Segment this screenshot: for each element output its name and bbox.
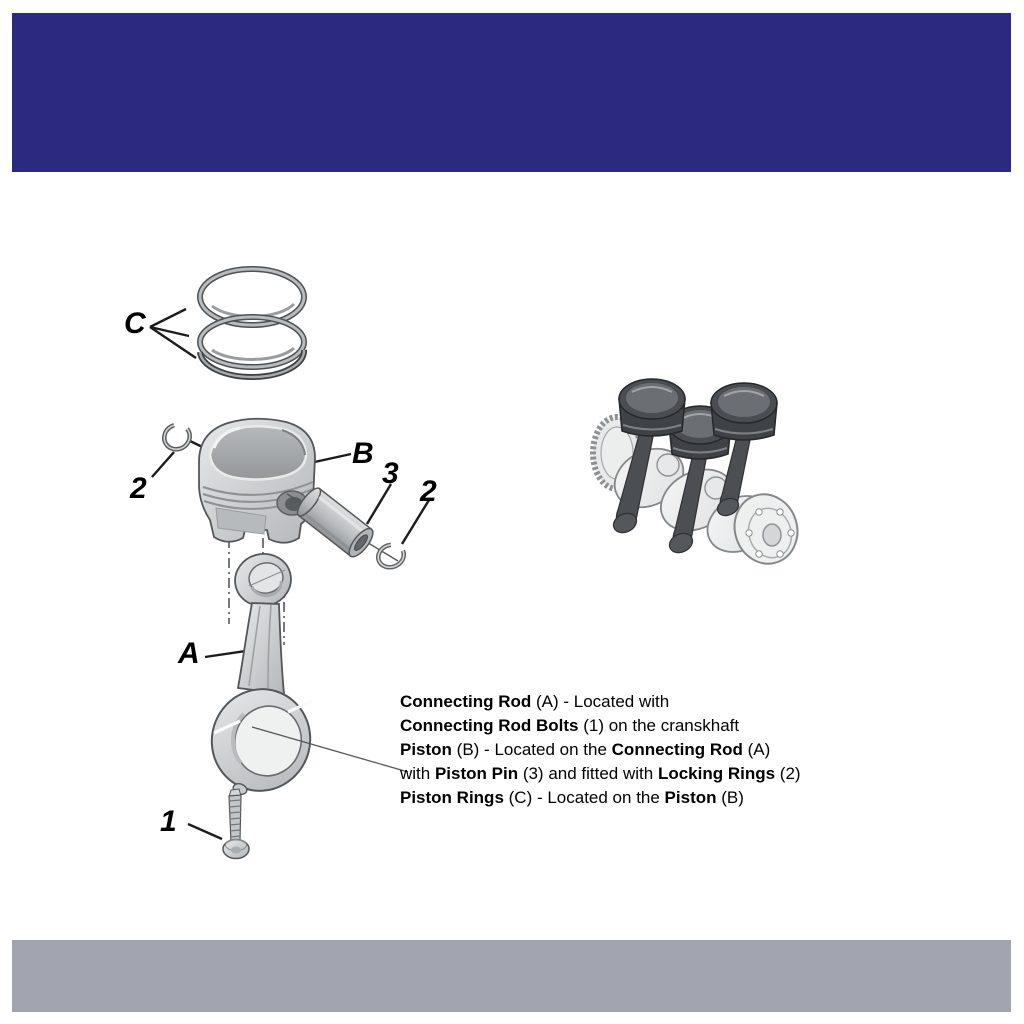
locking-ring-left-drawing	[160, 420, 195, 454]
callout-1: 1	[160, 805, 177, 838]
description-line: Piston Rings (C) - Located on the Piston (B)	[400, 788, 744, 807]
connecting-rod-bolt-drawing	[223, 789, 249, 859]
piston-rings-drawing	[200, 269, 304, 377]
crankshaft-assembly-drawing	[593, 379, 806, 572]
callout-2-right: 2	[420, 475, 437, 508]
description-block	[400, 690, 801, 810]
description-line: Connecting Rod Bolts (1) on the cranskhaft	[400, 716, 740, 735]
description-line: Piston (B) - Located on the Connecting Rod (A)	[400, 740, 771, 759]
description-line: with Piston Pin (3) and fitted with Locking Rings (2)	[400, 764, 801, 783]
piston-pin-drawing	[294, 485, 377, 560]
callout-b: B	[352, 437, 374, 470]
callout-2-left: 2	[130, 472, 147, 505]
piston-drawing	[199, 419, 315, 543]
callout-a: A	[178, 637, 200, 670]
description-line: Connecting Rod (A) - Located with	[400, 692, 670, 711]
callout-c: C	[124, 307, 146, 340]
callout-3: 3	[382, 457, 399, 490]
connecting-rod-drawing	[199, 549, 324, 804]
